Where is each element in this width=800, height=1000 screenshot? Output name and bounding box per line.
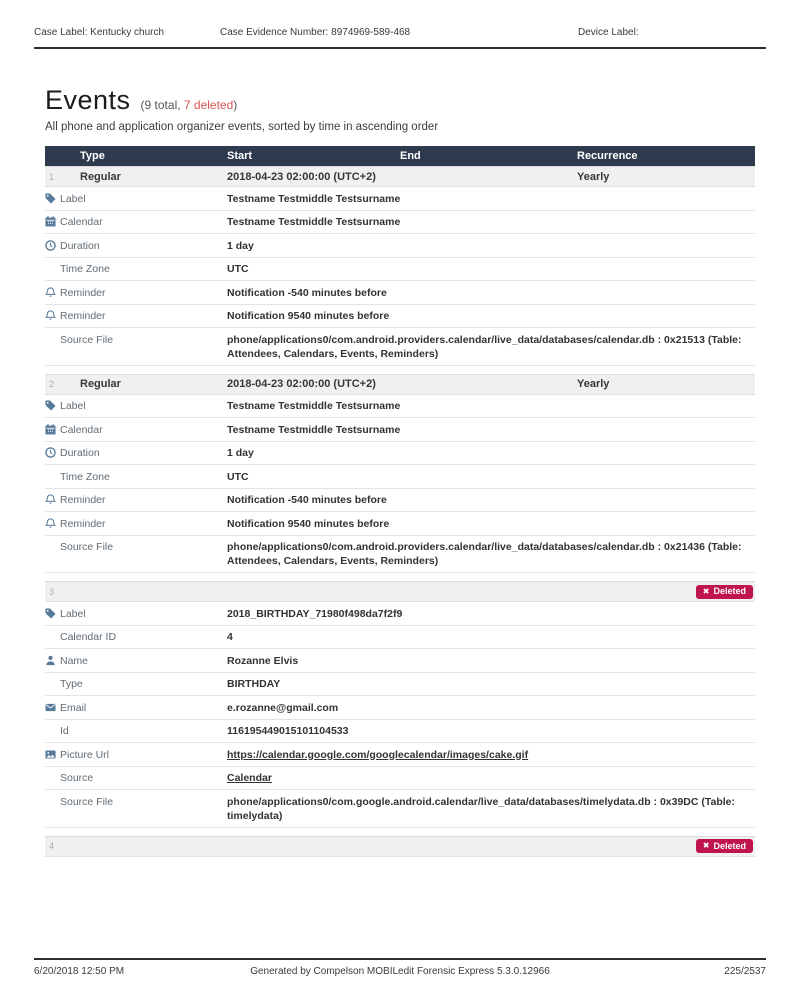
tag-icon: [45, 192, 60, 204]
deleted-count: 7 deleted: [183, 98, 234, 112]
field-value: 1 day: [227, 447, 254, 459]
field-icon: [45, 795, 60, 796]
field-icon: [45, 470, 60, 471]
bell-icon: [45, 309, 60, 321]
field-label: Name: [60, 654, 89, 667]
event-start: 2018-04-23 02:00:00 (UTC+2): [227, 170, 376, 183]
field-row: [45, 234, 755, 258]
field-value: Testname Testmiddle Testsurname: [227, 192, 401, 205]
field-label: Source File: [60, 795, 114, 808]
x-icon: ✖: [702, 841, 710, 850]
field-value: UTC: [227, 470, 249, 483]
event-start: 2018-04-23 02:00:00 (UTC+2): [227, 378, 376, 390]
field-label: Calendar: [60, 423, 103, 436]
field-label-cell: [45, 677, 227, 691]
field-label-cell: [45, 192, 227, 206]
picture-icon: [45, 748, 60, 760]
field-label-cell: [45, 215, 227, 229]
event-recurrence: Yearly: [577, 378, 610, 390]
event-number: 2: [49, 379, 55, 389]
field-value: Testname Testmiddle Testsurname: [227, 423, 401, 436]
field-label-cell: [45, 630, 227, 644]
field-row: [45, 626, 755, 650]
column-end: End: [400, 150, 421, 162]
deleted-badge: [696, 839, 753, 853]
field-value: phone/applications0/com.google.android.calendar/live_data/databases/timelydata.db : 0x39DC (Table: timelydata): [227, 795, 736, 822]
tag-icon: [45, 399, 60, 411]
page-subtitle: All phone and application organizer events, sorted by time in ascending order: [45, 121, 439, 133]
field-label-cell: [45, 795, 227, 809]
field-label-cell: [45, 239, 227, 253]
field-value: phone/applications0/com.android.providers.calendar/live_data/databases/calendar.db : 0x21436 (Table: Attendees, Calendars, Events, Reminders): [227, 541, 742, 567]
field-label: Label: [60, 607, 86, 620]
field-value: Notification 9540 minutes before: [227, 517, 390, 530]
deleted-badge-label: Deleted: [713, 586, 746, 596]
field-label-cell: [45, 446, 227, 460]
field-label-cell: [45, 517, 227, 531]
field-label-cell: [45, 286, 227, 300]
field-row: [45, 187, 755, 211]
field-label-cell: [45, 309, 227, 323]
field-label: Source File: [60, 541, 114, 553]
field-row: [45, 790, 755, 828]
field-value: Notification -540 minutes before: [227, 286, 387, 299]
field-value: Notification -540 minutes before: [227, 494, 387, 506]
event-summary-row: [45, 374, 755, 395]
field-icon: [45, 771, 60, 772]
column-recurrence: Recurrence: [577, 150, 638, 162]
event-block: [45, 581, 755, 828]
field-label-cell: [45, 724, 227, 738]
field-value-link[interactable]: Calendar: [227, 772, 272, 784]
event-number: 3: [49, 586, 55, 597]
field-row: [45, 442, 755, 466]
field-row: [45, 720, 755, 744]
event-summary-row: [45, 166, 755, 187]
field-value: 4: [227, 631, 233, 643]
calendar-icon: [45, 423, 60, 435]
field-row: [45, 281, 755, 305]
field-label: Source: [60, 772, 94, 784]
event-block: [45, 166, 755, 366]
events-table: [45, 146, 755, 857]
field-value: BIRTHDAY: [227, 678, 281, 690]
page-title: Events: [45, 85, 131, 115]
calendar-icon: [45, 215, 60, 227]
field-label: Duration: [60, 447, 100, 459]
footer-generator: Generated by Compelson MOBILedit Forensic Express 5.3.0.12966: [250, 966, 550, 977]
field-label: Time Zone: [60, 470, 110, 483]
footer-page-number: 225/2537: [724, 966, 766, 977]
field-icon: [45, 724, 60, 725]
table-header-row: [45, 146, 755, 166]
event-summary-row: [45, 581, 755, 602]
field-value: UTC: [227, 263, 249, 275]
case-label: Case Label: Kentucky church: [34, 27, 165, 38]
report-header: [34, 0, 766, 49]
event-type: Regular: [80, 170, 121, 183]
field-row: [45, 649, 755, 673]
field-label-cell: [45, 423, 227, 437]
field-row: [45, 767, 755, 791]
bell-icon: [45, 493, 60, 505]
field-value: Testname Testmiddle Testsurname: [227, 400, 401, 412]
field-row: [45, 305, 755, 329]
field-label-cell: [45, 771, 227, 785]
field-label-cell: [45, 540, 227, 554]
field-label-cell: [45, 493, 227, 507]
x-icon: ✖: [702, 586, 710, 596]
field-row: [45, 536, 755, 574]
field-row: [45, 328, 755, 366]
field-label-cell: [45, 607, 227, 621]
event-recurrence-cell: [577, 378, 755, 390]
field-label: Reminder: [60, 517, 106, 530]
field-label: Calendar ID: [60, 631, 117, 643]
field-row: [45, 258, 755, 282]
tag-icon: [45, 607, 60, 619]
field-icon: [45, 262, 60, 263]
title-row: [45, 85, 755, 116]
event-recurrence-cell: [577, 171, 755, 183]
event-block: [45, 836, 755, 857]
count-suffix: ): [233, 98, 238, 112]
column-type: Type: [80, 150, 105, 162]
field-label-cell: [45, 701, 227, 715]
column-start: Start: [227, 150, 253, 162]
event-block: [45, 374, 755, 574]
field-label-cell: [45, 470, 227, 484]
field-label: Time Zone: [60, 263, 110, 275]
event-number: 1: [49, 171, 55, 182]
event-counts: [141, 98, 238, 112]
envelope-icon: [45, 701, 60, 713]
field-row: [45, 211, 755, 235]
event-summary-row: [45, 836, 755, 857]
deleted-badge: [696, 585, 753, 599]
field-label: Reminder: [60, 494, 106, 506]
clock-icon: [45, 446, 60, 458]
field-label: Label: [60, 192, 86, 205]
field-icon: [45, 333, 60, 334]
field-row: [45, 418, 755, 442]
field-row: [45, 395, 755, 419]
field-label-cell: [45, 333, 227, 347]
field-row: [45, 696, 755, 720]
clock-icon: [45, 239, 60, 251]
bell-icon: [45, 517, 60, 529]
field-label: Email: [60, 701, 87, 714]
field-icon: [45, 677, 60, 678]
main-content: [45, 85, 755, 857]
events-table-body: [45, 166, 755, 857]
field-value: Testname Testmiddle Testsurname: [227, 216, 401, 228]
event-recurrence: Yearly: [577, 170, 610, 183]
case-evidence-number: Case Evidence Number: 8974969-589-468: [220, 27, 411, 38]
field-value: Notification 9540 minutes before: [227, 310, 390, 322]
field-row: [45, 743, 755, 767]
field-row: [45, 489, 755, 513]
field-row: [45, 673, 755, 697]
field-label: Label: [60, 400, 86, 412]
event-number: 4: [49, 841, 55, 851]
field-label-cell: [45, 399, 227, 413]
field-row: [45, 465, 755, 489]
field-label: Reminder: [60, 310, 106, 322]
deleted-badge-label: Deleted: [713, 840, 746, 851]
field-row: [45, 602, 755, 626]
field-label-cell: [45, 262, 227, 276]
field-value: Rozanne Elvis: [227, 654, 299, 667]
field-label: Duration: [60, 239, 100, 252]
total-count: (9 total,: [140, 98, 184, 112]
field-label-cell: [45, 748, 227, 762]
field-label-cell: [45, 654, 227, 668]
report-footer: [34, 958, 766, 977]
footer-date: 6/20/2018 12:50 PM: [34, 966, 125, 977]
field-value-link[interactable]: https://calendar.google.com/googlecalendar/images/cake.gif: [227, 748, 529, 761]
field-label: Source File: [60, 333, 114, 346]
field-label: Reminder: [60, 286, 106, 299]
field-icon: [45, 540, 60, 541]
field-value: e.rozanne@gmail.com: [227, 701, 339, 714]
field-icon: [45, 630, 60, 631]
field-value: 1 day: [227, 239, 254, 252]
field-value: phone/applications0/com.android.providers.calendar/live_data/databases/calendar.db : 0x21513 (Table: Attendees, Calendars, Events, Reminders): [227, 333, 742, 360]
field-value: 2018_BIRTHDAY_71980f498da7f2f9: [227, 607, 403, 620]
field-label: Id: [60, 725, 69, 737]
bell-icon: [45, 286, 60, 298]
field-label: Picture Url: [60, 748, 110, 761]
field-label: Type: [60, 678, 83, 690]
field-label: Calendar: [60, 216, 103, 228]
field-value: 116195449015101104533: [227, 725, 349, 737]
device-label: Device Label:: [578, 27, 639, 38]
event-type: Regular: [80, 378, 121, 390]
person-icon: [45, 654, 60, 666]
field-row: [45, 512, 755, 536]
